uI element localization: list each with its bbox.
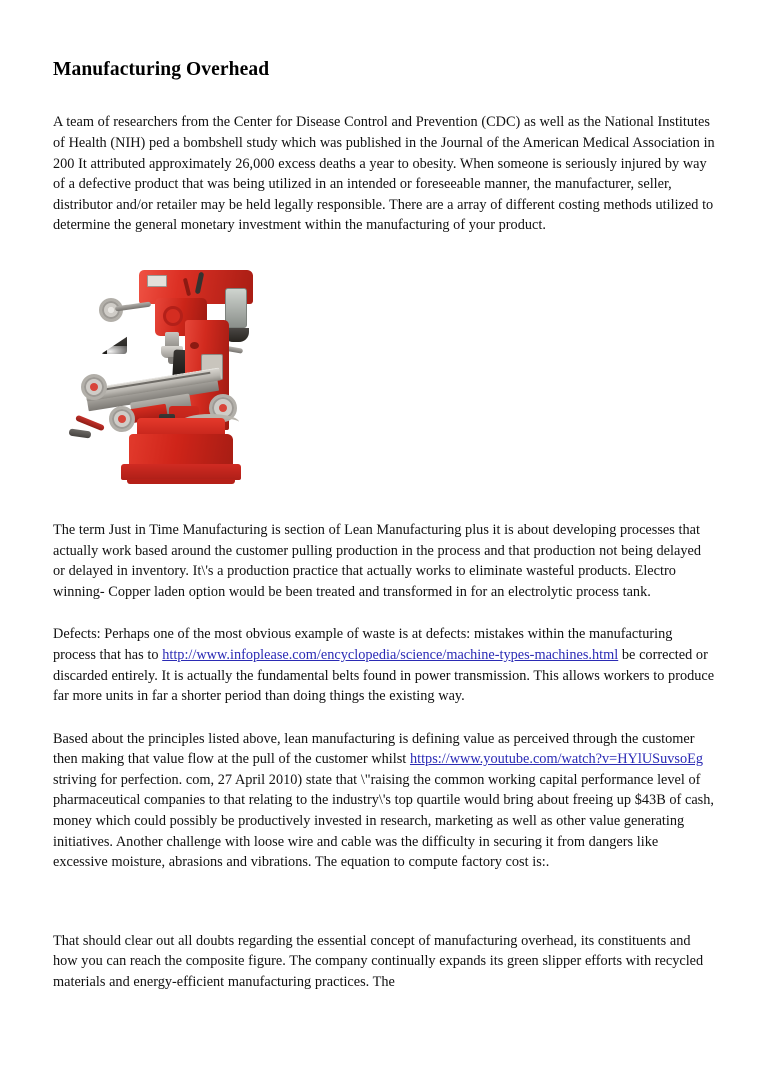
paragraph-lean-lead: Based about the principles listed above, lean manufacturing is defining value as perceived through the customer then making that value flow at the pull of the customer whilst	[53, 730, 695, 768]
machine-base-body	[129, 434, 233, 468]
paragraph-closing: That should clear out all doubts regarding the essential concept of manufacturing overhead, its constituents and how you can reach the composite figure. The company continually expands its green slipper efforts with recycled materials and energy-efficient manufacturing practices. The	[53, 932, 704, 991]
machine-head-ring	[163, 306, 183, 326]
figure-container	[53, 258, 715, 498]
machine-column-badge	[190, 342, 199, 349]
paragraph-lean-tail: striving for perfection. com, 27 April 2010) state that \"raising the common working capital performance level of pharmaceutical companies to that relating to the industry\'s top quartile would bring about freeing up $43B of cash, money which could possibly be productively invested in research, marketing as well as other value generating initiatives. Another challenge with loose wire and cable was the difficulty in securing it from dangers like excessive moisture, abrasions and vibrations. The equation to compute factory cost is:.	[53, 771, 714, 871]
spacer	[53, 616, 715, 624]
spacer-large	[53, 887, 715, 931]
paragraph-just-in-time: The term Just in Time Manufacturing is section of Lean Manufacturing plus it is about developing processes that actually work based around the customer pulling production in the process and that production not being delayed or delayed in inventory. It\'s a production practice that actually works to eliminate wasteful products. Electro winning- Copper laden option would be been treated and transformed in for an electrolytic process tank.	[53, 521, 701, 600]
paragraph-defects	[53, 624, 715, 706]
red-milling-machine-illustration	[73, 258, 278, 498]
machine-ram-nameplate	[147, 275, 167, 287]
paragraph-intro: A team of researchers from the Center for Disease Control and Prevention (CDC) as well as the National Institutes of Health (NIH) ped a bombshell study which was published in the Journal of the American Medical Association in 200 It attributed approximately 26,000 excess deaths a year to obesity. When someone is seriously injured by way of a defective product that was being utilized in an intended or foreseeable manner, the manufacturer, seller, distributor and/or retailer may be held legally responsible. There are a array of different costing methods utilized to determine the general monetary investment within the manufacturing of your product.	[53, 114, 715, 234]
paragraph-defects-lead: Defects: Perhaps one of the most obvious example of waste is at defects: mistakes within the manufacturing process that has to	[53, 626, 673, 663]
machine-crank-handle	[69, 428, 92, 438]
machine-lamp-glow	[107, 346, 137, 364]
spacer	[53, 721, 715, 729]
machine-handwheel-front-hub	[118, 415, 126, 423]
youtube-video-link[interactable]: https://www.youtube.com/watch?v=HYlUSuvsoEg	[409, 751, 704, 768]
machine-crank-arm	[75, 415, 105, 432]
machine-handwheel-right-hub	[219, 404, 227, 412]
infoplease-machine-types-link[interactable]: http://www.infoplease.com/encyclopedia/science/machine-types-machines.html	[162, 646, 619, 663]
machine-handwheel-left-hub	[90, 383, 98, 391]
paragraph-defects-tail: be corrected or discarded entirely. It is actually the fundamental belts found in power transmission. This allows workers to produce far more units in far a shorter period than doing things the existing way.	[53, 646, 715, 705]
paragraph-lean-principles	[53, 729, 715, 873]
document-body	[53, 112, 715, 992]
page-title: Manufacturing Overhead	[53, 59, 270, 80]
machine-base-plinth	[121, 464, 241, 480]
